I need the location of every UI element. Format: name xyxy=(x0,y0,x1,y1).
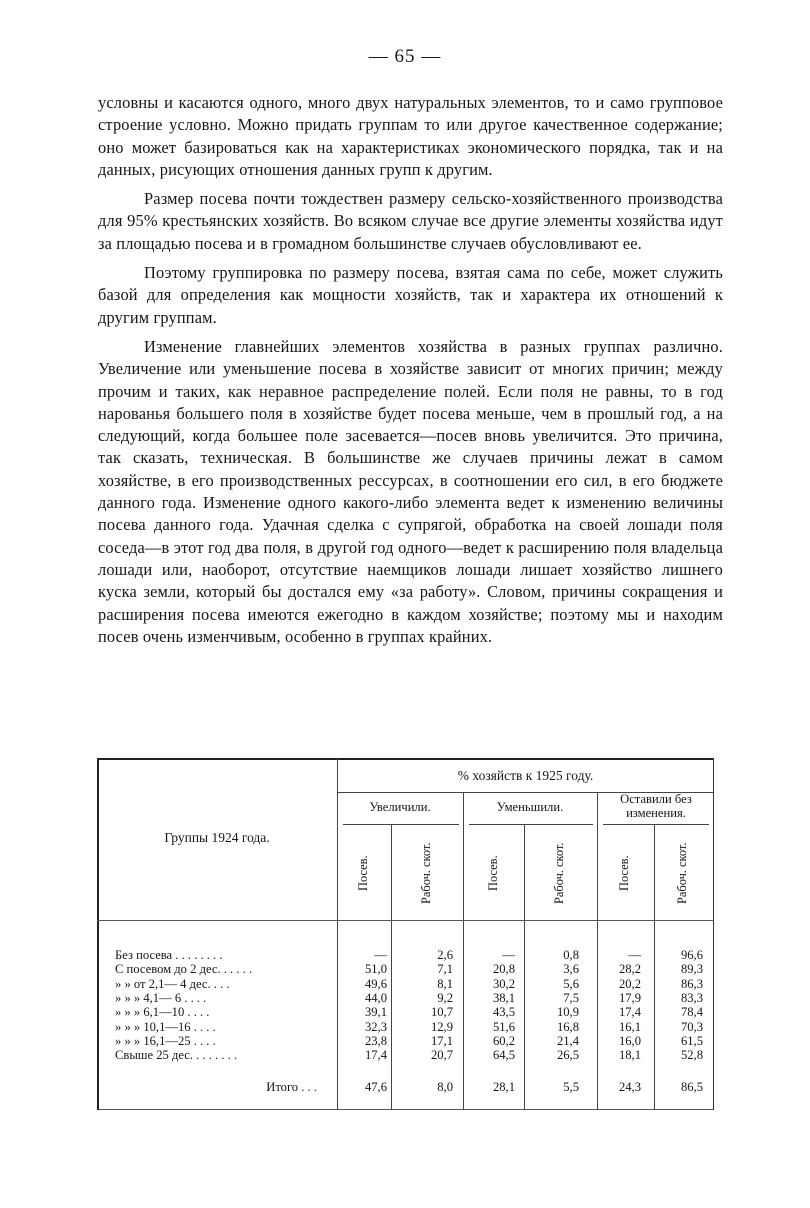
row-label: Без посева . . . . . . . . xyxy=(115,948,223,962)
table-cell: 3,6 xyxy=(563,962,579,977)
table-cell: 44,0 xyxy=(364,990,387,1005)
table-row xyxy=(97,977,714,992)
table-cell: 10,9 xyxy=(556,1005,579,1020)
table-cell: 38,1 xyxy=(492,990,515,1005)
table-cell: 28,1 xyxy=(492,1080,515,1094)
row-label: » » от 2,1— 4 дес. . . . xyxy=(115,976,230,991)
table-cell: — xyxy=(628,948,641,962)
table-cell: 17,4 xyxy=(618,1005,641,1020)
table-cell: 21,4 xyxy=(556,1033,579,1048)
table-cell: 39,1 xyxy=(364,1005,387,1020)
table-cell: 17,4 xyxy=(364,1048,387,1063)
table-row xyxy=(97,1020,714,1035)
table-cell: 83,3 xyxy=(680,990,703,1005)
table-cell: 26,5 xyxy=(556,1048,579,1063)
paragraph: Размер посева почти тождествен размеру сельско-хозяйственного производства для 95% крестьянских хозяйств. Во всяком случае все другие элементы хозяйства идут за площадью посева и в громадном большинстве случаев обусловливают ее. xyxy=(98,189,723,253)
paragraph: условны и касаются одного, много двух натуральных элементов, то и само групповое строение условно. Можно придать группам то или другое качественное содержание; оно может базироваться как на характеристиках экономического порядка, так и на данных, рисующих отношения данных групп к другим. xyxy=(98,93,723,179)
group-unchanged: Оставили без изменения. xyxy=(620,792,692,820)
table-cell: 51,6 xyxy=(492,1019,515,1034)
table-cell: 86,5 xyxy=(680,1080,703,1094)
group-decreased: Уменьшили. xyxy=(496,800,564,814)
row-label: Свыше 25 дес. . . . . . . . xyxy=(115,1048,238,1063)
table-title: % хозяйств к 1925 году. xyxy=(457,768,594,783)
statistics-table xyxy=(97,758,714,1110)
row-label: С посевом до 2 дес. . . . . . xyxy=(115,962,253,977)
table-cell: 30,2 xyxy=(492,976,515,991)
table-cell: 64,5 xyxy=(492,1048,515,1063)
table-cell: 8,1 xyxy=(437,976,453,991)
table-cell: — xyxy=(502,948,515,962)
table-row xyxy=(97,991,714,1006)
table-cell: 7,5 xyxy=(563,990,579,1005)
table-cell: 24,3 xyxy=(618,1080,641,1094)
col-sowing-1: Посев. xyxy=(356,855,370,891)
table-row xyxy=(97,1048,714,1063)
table-cell: 49,6 xyxy=(364,976,387,991)
col-cattle-1: Рабоч. скот. xyxy=(419,842,433,904)
page-number: — 65 — xyxy=(368,46,442,67)
table-cell: 16,8 xyxy=(556,1019,579,1034)
row-header: Группы 1924 года. xyxy=(164,830,270,845)
row-label: » » » 10,1—16 . . . . xyxy=(115,1019,216,1034)
table-cell: 52,8 xyxy=(680,1048,703,1063)
table-cell: 86,3 xyxy=(680,976,703,991)
col-sowing-2: Посев. xyxy=(486,855,500,891)
table-cell: 17,1 xyxy=(430,1033,453,1048)
paragraph: Поэтому группировка по размеру посева, взятая сама по себе, может служить базой для определения как мощности хозяйств, так и характера их отношений к другим группам. xyxy=(98,263,723,327)
table-cell: 2,6 xyxy=(437,948,453,962)
table-cell: 16,0 xyxy=(618,1033,641,1048)
table-cell: 28,2 xyxy=(618,962,641,977)
table-cell: 0,8 xyxy=(563,948,579,962)
table-total-row xyxy=(97,1080,714,1095)
table-cell: 18,1 xyxy=(618,1048,641,1063)
table-cell: 20,8 xyxy=(492,962,515,977)
table-cell: 60,2 xyxy=(492,1033,515,1048)
table-cell: 23,8 xyxy=(364,1033,387,1048)
table-cell: 5,5 xyxy=(563,1080,579,1094)
table-row xyxy=(97,948,714,963)
table-cell: 32,3 xyxy=(364,1019,387,1034)
table-row xyxy=(97,962,714,977)
table-cell: 51,0 xyxy=(364,962,387,977)
table-cell: — xyxy=(374,948,387,962)
table-cell: 89,3 xyxy=(680,962,703,977)
table-cell: 17,9 xyxy=(618,990,641,1005)
table-cell: 70,3 xyxy=(680,1019,703,1034)
table-cell: 78,4 xyxy=(680,1005,703,1020)
table-cell: 7,1 xyxy=(437,962,453,977)
row-label: Итого . . . xyxy=(266,1080,317,1094)
group-increased: Увеличили. xyxy=(369,800,431,814)
table-cell: 16,1 xyxy=(618,1019,641,1034)
table-cell: 96,6 xyxy=(680,948,703,962)
table-cell: 8,0 xyxy=(437,1080,453,1094)
col-cattle-2: Рабоч. скот. xyxy=(552,842,566,904)
table-cell: 9,2 xyxy=(437,990,453,1005)
body-text xyxy=(98,92,723,655)
row-label: » » » 6,1—10 . . . . xyxy=(115,1005,210,1020)
table-cell: 47,6 xyxy=(364,1080,387,1094)
table-row xyxy=(97,1034,714,1049)
table-row xyxy=(97,1005,714,1020)
table-cell: 20,2 xyxy=(618,976,641,991)
row-label: » » » 16,1—25 . . . . xyxy=(115,1033,216,1048)
table-cell: 5,6 xyxy=(563,976,579,991)
table-cell: 12,9 xyxy=(430,1019,453,1034)
col-cattle-3: Рабоч. скот. xyxy=(675,842,689,904)
paragraph: Изменение главнейших элементов хозяйства в разных группах различно. Увеличение или уменьшение посева в хозяйстве зависит от многих причин; между прочим и таких, как неравное распределение полей. Если поля не равны, то в год нарованья большего поля в хозяйстве будет посева меньше, чем в прошлый год, а на следующий, когда большее поле засевается—посев вновь увеличится. Это причина, так сказать, техническая. В большинстве же случаев причины лежат в самом хозяйстве, в его производственных рессурсах, в соотношении его сил, в его бюджете данного года. Изменение одного какого-либо элемента ведет к изменению величины посева данного года. Удачная сделка с супрягой, обработка на своей лошади поля соседа—в этот год два поля, в другой год одного—ведет к расширению поля владельца лошади или, наоборот, отсутствие наемщиков лошади лишает хозяйство лишнего куска земли, который бы достался ему «за работу». Словом, причины сокращения и расширения посева имеются ежегодно в каждом хозяйстве; поэтому мы и находим посев очень изменчивым, особенно в группах крайних. xyxy=(98,336,723,646)
table-cell: 43,5 xyxy=(492,1005,515,1020)
row-label: » » » 4,1— 6 . . . . xyxy=(115,990,207,1005)
table-cell: 20,7 xyxy=(430,1048,453,1063)
col-sowing-3: Посев. xyxy=(617,855,631,891)
table-cell: 61,5 xyxy=(680,1033,703,1048)
table-cell: 10,7 xyxy=(430,1005,453,1020)
